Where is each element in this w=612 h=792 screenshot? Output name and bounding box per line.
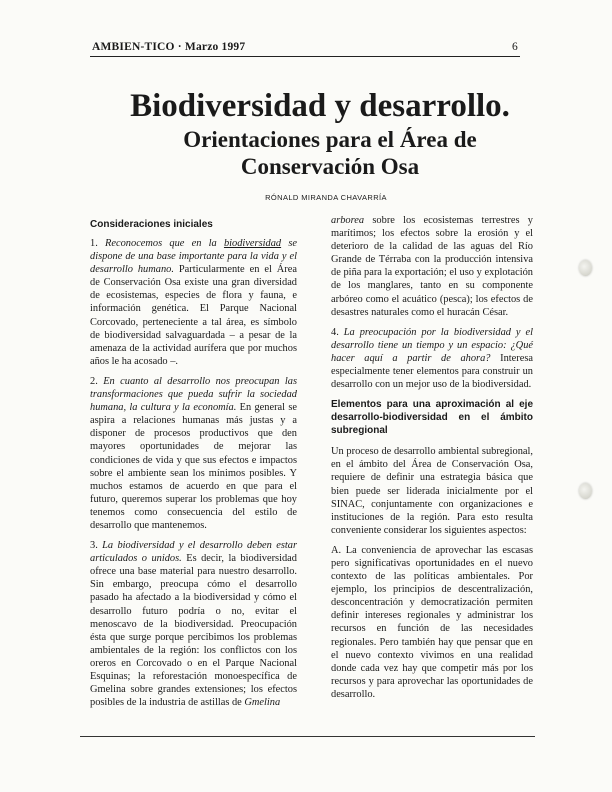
footer-rule [80, 736, 535, 737]
binder-hole-top [579, 260, 592, 276]
header-rule [90, 56, 520, 57]
section-heading: Elementos para una aproximación al eje desarrollo-biodiversidad en el ámbito subregional [331, 399, 533, 437]
body-text: Un proceso de desarrollo ambiental subregional, en el ámbito del Área de Conservación Osa, requiere de definir una estrategia básica que bien puede ser liderada inicialmente por el SINAC, conjuntamente con organizaciones e instituciones de la región. Para esto resulta conveniente considerar los siguientes aspectos: [331, 446, 533, 536]
article-subtitle: Orientaciones para el Área de Conservación Osa [183, 127, 477, 179]
body-text: sobre los ecosistemas terrestres y marítimos; los efectos sobre la erosión y el deterioro de la calidad de las aguas del Río Grande de Térraba con la producción intensiva de piña para la exportación; el uso y explotación de los manglares, tanto en su componente arbóreo como el acuático (pesca); los efectos de desastres naturales como el huracán César. [331, 215, 533, 318]
body-text: En general se aspira a relaciones humanas más justas y a disponer de procesos productivos que den mayores oportunidades de mejorar las condiciones de vida y que sus efectos e impactos sobre el ambiente sean los mínimos posibles. Y muchos estamos de acuerdo en que para el futuro, queremos superar los problemas que hoy tenemos como consecuencia del estilo de desarrollo que mantenemos. [90, 402, 297, 531]
body-text: Interesa especialmente tener elementos para construir un desarrollo con un mejor uso de la biodiversidad. [331, 352, 533, 391]
journal-issue: AMBIEN-TICO · Marzo 1997 [92, 41, 246, 53]
article-author: RÓNALD MIRANDA CHAVARRÍA [265, 193, 387, 202]
italic-lead: La preocupación por la biodiversidad y el desarrollo tiene un tiempo y un espacio: ¿Qué hacer aquí a partir de ahora? [331, 326, 533, 364]
paragraph-number: 1. [90, 238, 98, 249]
underlined-term: biodiversidad [223, 238, 282, 249]
paragraph-number: 3. [90, 540, 98, 552]
section-heading: Consideraciones iniciales [90, 219, 213, 230]
paragraph-1 [90, 237, 297, 368]
paragraph-5 [331, 445, 533, 537]
paragraph-number: 4. [331, 326, 339, 338]
italic-lead: En cuanto al desarrollo nos preocupan las transformaciones que pueda sufrir la sociedad humana, la cultura y la economía. [90, 375, 297, 414]
italic-species: arborea [331, 215, 365, 226]
italic-lead: La biodiversidad y el desarrollo deben estar articulados o unidos. [90, 540, 297, 565]
binder-hole-bottom [579, 483, 592, 499]
paragraph-3-continued [331, 214, 533, 319]
italic-lead: se dispone de una base importante para la vida y el desarrollo humano. [90, 238, 297, 276]
paragraph-6 [331, 544, 533, 701]
paragraph-3 [90, 539, 297, 709]
paragraph-number: 2. [90, 375, 98, 387]
paragraph-4 [331, 326, 533, 391]
paragraph-2 [90, 375, 297, 532]
running-header [92, 41, 518, 55]
article-title: Biodiversidad y desarrollo. [130, 88, 510, 124]
body-text: Es decir, la biodiversidad ofrece una base material para nuestro desarrollo. Sin embargo, preocupa cómo el desarrollo pasado ha afectado a la biodiversidad y cómo el desarrollo futuro podría o no, evitar el menoscavo de la biodiversidad. Preocupación ésta que surge porque percibimos los problemas ambientales de la región: los conflictos con los oreros en Corcovado o en el Parque Nacional Esquinas; la reforestación monoespecífica de Gmelina sobre grandes extensiones; los efectos posibles de la industria de astillas de [90, 553, 297, 709]
body-text: A. La conveniencia de aprovechar las escasas pero significativas oportunidades en el nuevo contexto de las políticas ambientales. Por ejemplo, los principios de descentralización, desconcentración y democratización permiten definir intereses regionales y administrar los recursos en función de las necesidades regionales. Pero también hay que pensar que en el nuevo contexto vivimos en una realidad donde cada vez hay que competir más por los recursos y para aprovechar las oportunidades de desarrollo. [331, 544, 533, 700]
page-number: 6 [512, 41, 518, 53]
body-text: Particularmente en el Área de Conservación Osa existe una gran diversidad de ecosistemas, especies de flora y fauna, e información genética. El Parque Nacional Corcovado, perteneciente a tal área, es símbolo de biodiversidad salvaguardada – a pesar de la amenaza de la actividad aurífera que por muchos años le ha acosado –. [90, 264, 297, 367]
right-column [331, 214, 533, 708]
left-column [90, 218, 297, 716]
italic-species: Gmelina [244, 697, 281, 709]
italic-lead: Reconocemos que en la [105, 238, 217, 249]
